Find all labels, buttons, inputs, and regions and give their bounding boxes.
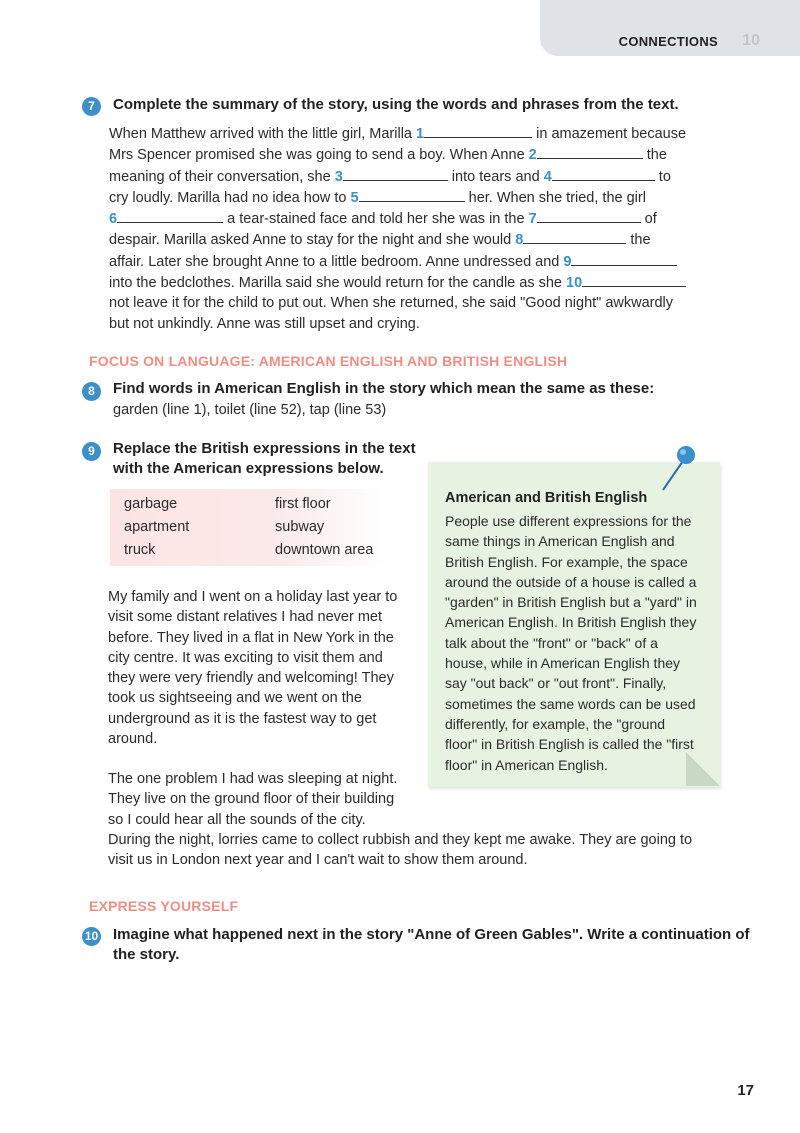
note-body: People use different expressions for the same things in American English and British English. For example, the space around the outside of a house is called a "garden" in British English but a "yard" in American English. In British English they talk about the "front" or "back" of a house, while in American English they say "out back" or "out front". Finally, sometimes the same words can be used differently, for example, the "ground floor" in British English is called the "first floor" in American English. xyxy=(445,513,697,773)
word-apartment: apartment xyxy=(124,519,190,535)
task-7-title: Complete the summary of the story, using the words and phrases from the text. xyxy=(113,96,679,113)
blank-3[interactable] xyxy=(343,166,448,181)
task-8-body: garden (line 1), toilet (line 52), tap (line 53) xyxy=(113,402,387,418)
pushpin-icon xyxy=(655,440,700,495)
summary-line-5: 6 a tear-stained face and told her she was in the 7 of xyxy=(109,208,729,229)
blank-6[interactable] xyxy=(117,208,223,223)
blank-8[interactable] xyxy=(523,229,626,244)
focus-heading: FOCUS ON LANGUAGE: AMERICAN ENGLISH AND BRITISH ENGLISH xyxy=(89,353,568,369)
blank-7[interactable] xyxy=(537,208,641,223)
summary-line-8: into the bedclothes. Marilla said she would return for the candle as she 10 xyxy=(109,272,729,293)
task-10-title: Imagine what happened next in the story "Anne of Green Gables". Write a continuation of the story. xyxy=(113,926,750,963)
blank-5[interactable] xyxy=(359,187,465,202)
header-section-title: CONNECTIONS xyxy=(618,34,718,49)
task-9-title: Replace the British expressions in the text with the American expressions below. xyxy=(113,440,416,477)
page-number: 17 xyxy=(737,1082,754,1099)
summary-line-9: not leave it for the child to put out. When she returned, she said "Good night" awkwardly xyxy=(109,295,674,312)
task-9-badge: 9 xyxy=(82,442,101,461)
task-7-summary xyxy=(109,123,729,334)
task-9-text-paragraph-3: During the night, lorries came to collect rubbish and they kept me awake. They are going to visit us in London next year and I can't wait to show them around. xyxy=(108,832,693,869)
task-10-badge: 10 xyxy=(82,927,101,946)
note-title: American and British English xyxy=(445,490,648,506)
header-unit-number: 10 xyxy=(742,32,760,49)
summary-line-4: cry loudly. Marilla had no idea how to 5 her. When she tried, the girl xyxy=(109,187,729,208)
word-downtown-area: downtown area xyxy=(275,542,374,558)
summary-line-1: When Matthew arrived with the little girl, Marilla 1 in amazement because xyxy=(109,123,729,144)
word-first-floor: first floor xyxy=(275,496,331,512)
blank-1[interactable] xyxy=(424,123,532,138)
blank-4[interactable] xyxy=(552,166,655,181)
task-7-badge: 7 xyxy=(82,97,101,116)
word-garbage: garbage xyxy=(124,496,178,512)
blank-2[interactable] xyxy=(537,144,643,159)
summary-line-7: affair. Later she brought Anne to a little bedroom. Anne undressed and 9 xyxy=(109,251,729,272)
summary-line-6: despair. Marilla asked Anne to stay for the night and she would 8 the xyxy=(109,229,729,250)
word-truck: truck xyxy=(124,542,156,558)
word-subway: subway xyxy=(275,519,325,535)
summary-line-3: meaning of their conversation, she 3 into tears and 4 to xyxy=(109,166,729,187)
summary-line-10: but not unkindly. Anne was still upset and crying. xyxy=(109,315,420,332)
task-8-badge: 8 xyxy=(82,382,101,401)
summary-line-2: Mrs Spencer promised she was going to send a boy. When Anne 2 the xyxy=(109,144,729,165)
task-9-text-paragraph-1: My family and I went on a holiday last year to visit some distant relatives I had never met before. They lived in a flat in New York in the city centre. It was exciting to visit them and they were very friendly and welcoming! They took us sightseeing and we went on the underground as it is the fastest way to get around. xyxy=(108,589,398,748)
express-heading: EXPRESS YOURSELF xyxy=(89,898,239,914)
blank-9[interactable] xyxy=(571,251,677,266)
task-9-text-paragraph-2: The one problem I had was sleeping at night. They live on the ground floor of their building so I could hear all the sounds of the city. xyxy=(108,771,398,828)
task-8-title: Find words in American English in the story which mean the same as these: xyxy=(113,380,655,397)
blank-10[interactable] xyxy=(582,272,686,287)
